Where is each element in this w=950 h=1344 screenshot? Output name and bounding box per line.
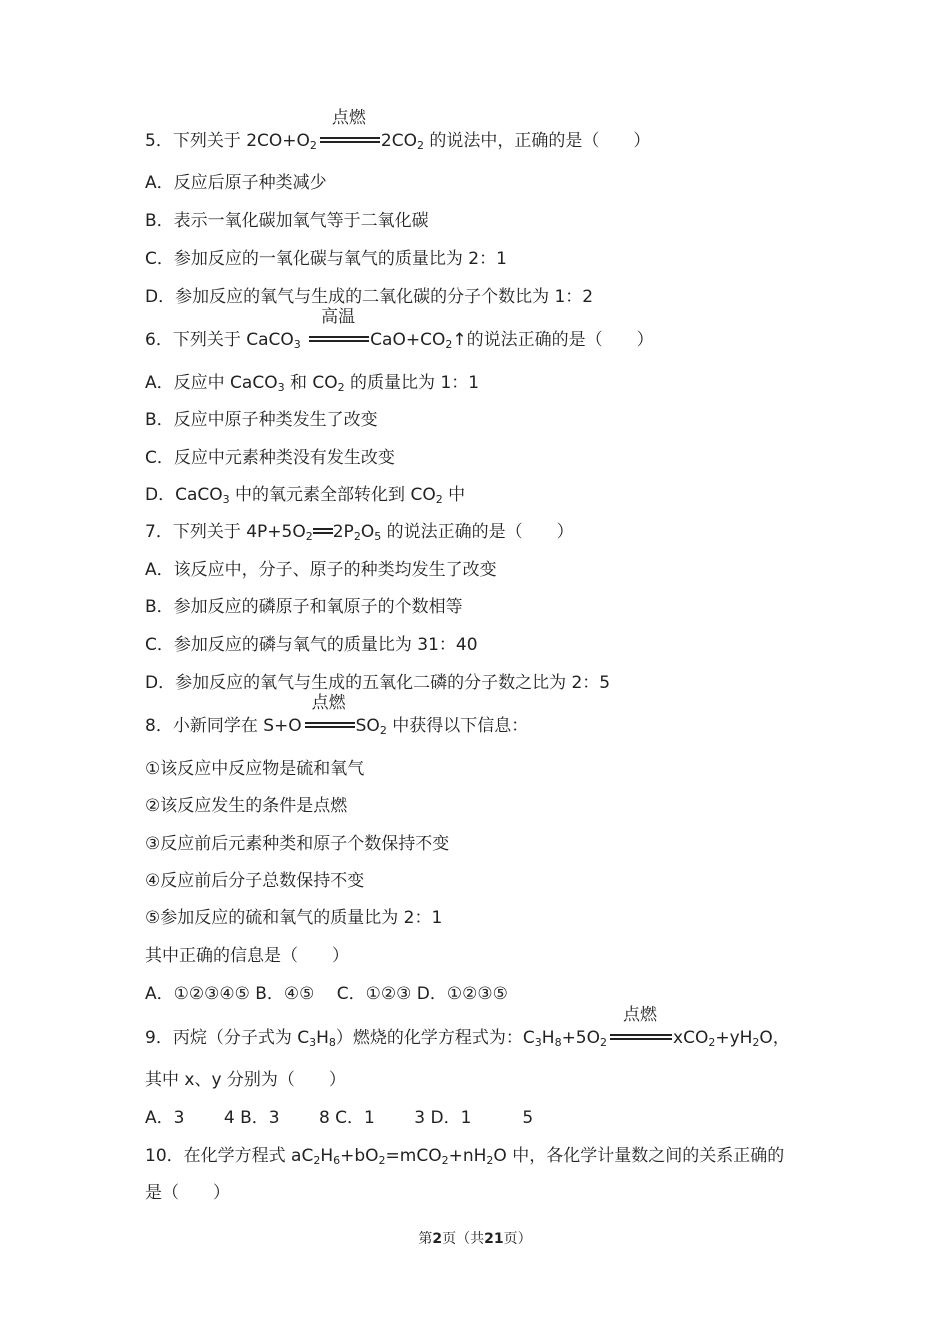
q8-item: ②该反应发生的条件是点燃	[145, 796, 348, 816]
reaction-condition: 点燃	[608, 1025, 672, 1043]
q5-stem: 5．下列关于 $2CO+O_2$ 点燃 $2CO_2$ 的说法中，正确的是（ ）	[145, 108, 651, 152]
q10-line2: 是（ ）	[145, 1183, 230, 1203]
equals-sign	[313, 523, 333, 537]
q8-item: ①该反应中反应物是硫和氧气	[145, 759, 365, 779]
q8-question: 其中正确的信息是（ ）	[145, 946, 349, 966]
page-footer: 第2页（共21页）	[418, 1231, 532, 1247]
q6-stem: 6．下列关于 CaCO$_3$ 高温 $CaO+CO_2↑$的说法正确的是（ ）	[145, 307, 654, 351]
q6-option-b: B．反应中原子种类发生了改变	[145, 410, 378, 430]
q9-options: A．3 4 B．3 8 C．1 3 D．1 5	[145, 1108, 534, 1128]
q8-options: A．①②③④⑤ B．④⑤ C．①②③ D．①②③⑤	[145, 984, 508, 1004]
q8-item: ③反应前后元素种类和原子个数保持不变	[145, 834, 450, 854]
q5-option-a: A．反应后原子种类减少	[145, 173, 327, 193]
q5-option-b: B．表示一氧化碳加氧气等于二氧化碳	[145, 211, 429, 231]
q7-option-a: A．该反应中，分子、原子的种类均发生了改变	[145, 560, 497, 580]
q7-option-c: C．参加反应的磷与氧气的质量比为 31：40	[145, 635, 478, 655]
q10-stem: 10．在化学方程式 $aC_2H_6+bO_2=mCO_2+nH_2O$ 中，各化学计量数之间的关系正确的	[145, 1146, 785, 1167]
q9-line2: 其中 x、y 分别为（ ）	[145, 1070, 346, 1090]
q8-item: ④反应前后分子总数保持不变	[145, 871, 365, 891]
page-total: 21	[484, 1231, 504, 1247]
q7-stem: 7．下列关于 $4P+5O_2$ $2P_2O_5$ 的说法正确的是（ ）	[145, 522, 574, 543]
q5-option-d: D．参加反应的氧气与生成的二氧化碳的分子个数比为 1：2	[145, 287, 594, 307]
q8-item: ⑤参加反应的硫和氧气的质量比为 2：1	[145, 908, 443, 928]
q5-option-c: C．参加反应的一氧化碳与氧气的质量比为 2：1	[145, 249, 507, 269]
q8-stem: 8．小新同学在 S+O 点燃 $SO_2$ 中获得以下信息：	[145, 693, 529, 737]
page-number: 2	[432, 1231, 443, 1247]
q9-stem: 9．丙烷（分子式为 $C_3H_8$）燃烧的化学方程式为：$C_3H_8+5O_2$ 点燃 $xCO_2+yH_2O$，	[145, 1005, 790, 1049]
reaction-condition: 点燃	[318, 128, 380, 146]
reaction-condition: 高温	[307, 327, 369, 345]
q6-option-a: A．反应中 CaCO$_3$ 和 $CO_2$ 的质量比为 1：1	[145, 373, 480, 394]
reaction-condition: 点燃	[303, 713, 355, 731]
q7-option-b: B．参加反应的磷原子和氧原子的个数相等	[145, 597, 463, 617]
q6-option-c: C．反应中元素种类没有发生改变	[145, 448, 395, 468]
q7-option-d: D．参加反应的氧气与生成的五氧化二磷的分子数之比为 2：5	[145, 673, 611, 693]
q6-option-d: D．CaCO$_3$ 中的氧元素全部转化到 $CO_2$ 中	[145, 485, 466, 506]
